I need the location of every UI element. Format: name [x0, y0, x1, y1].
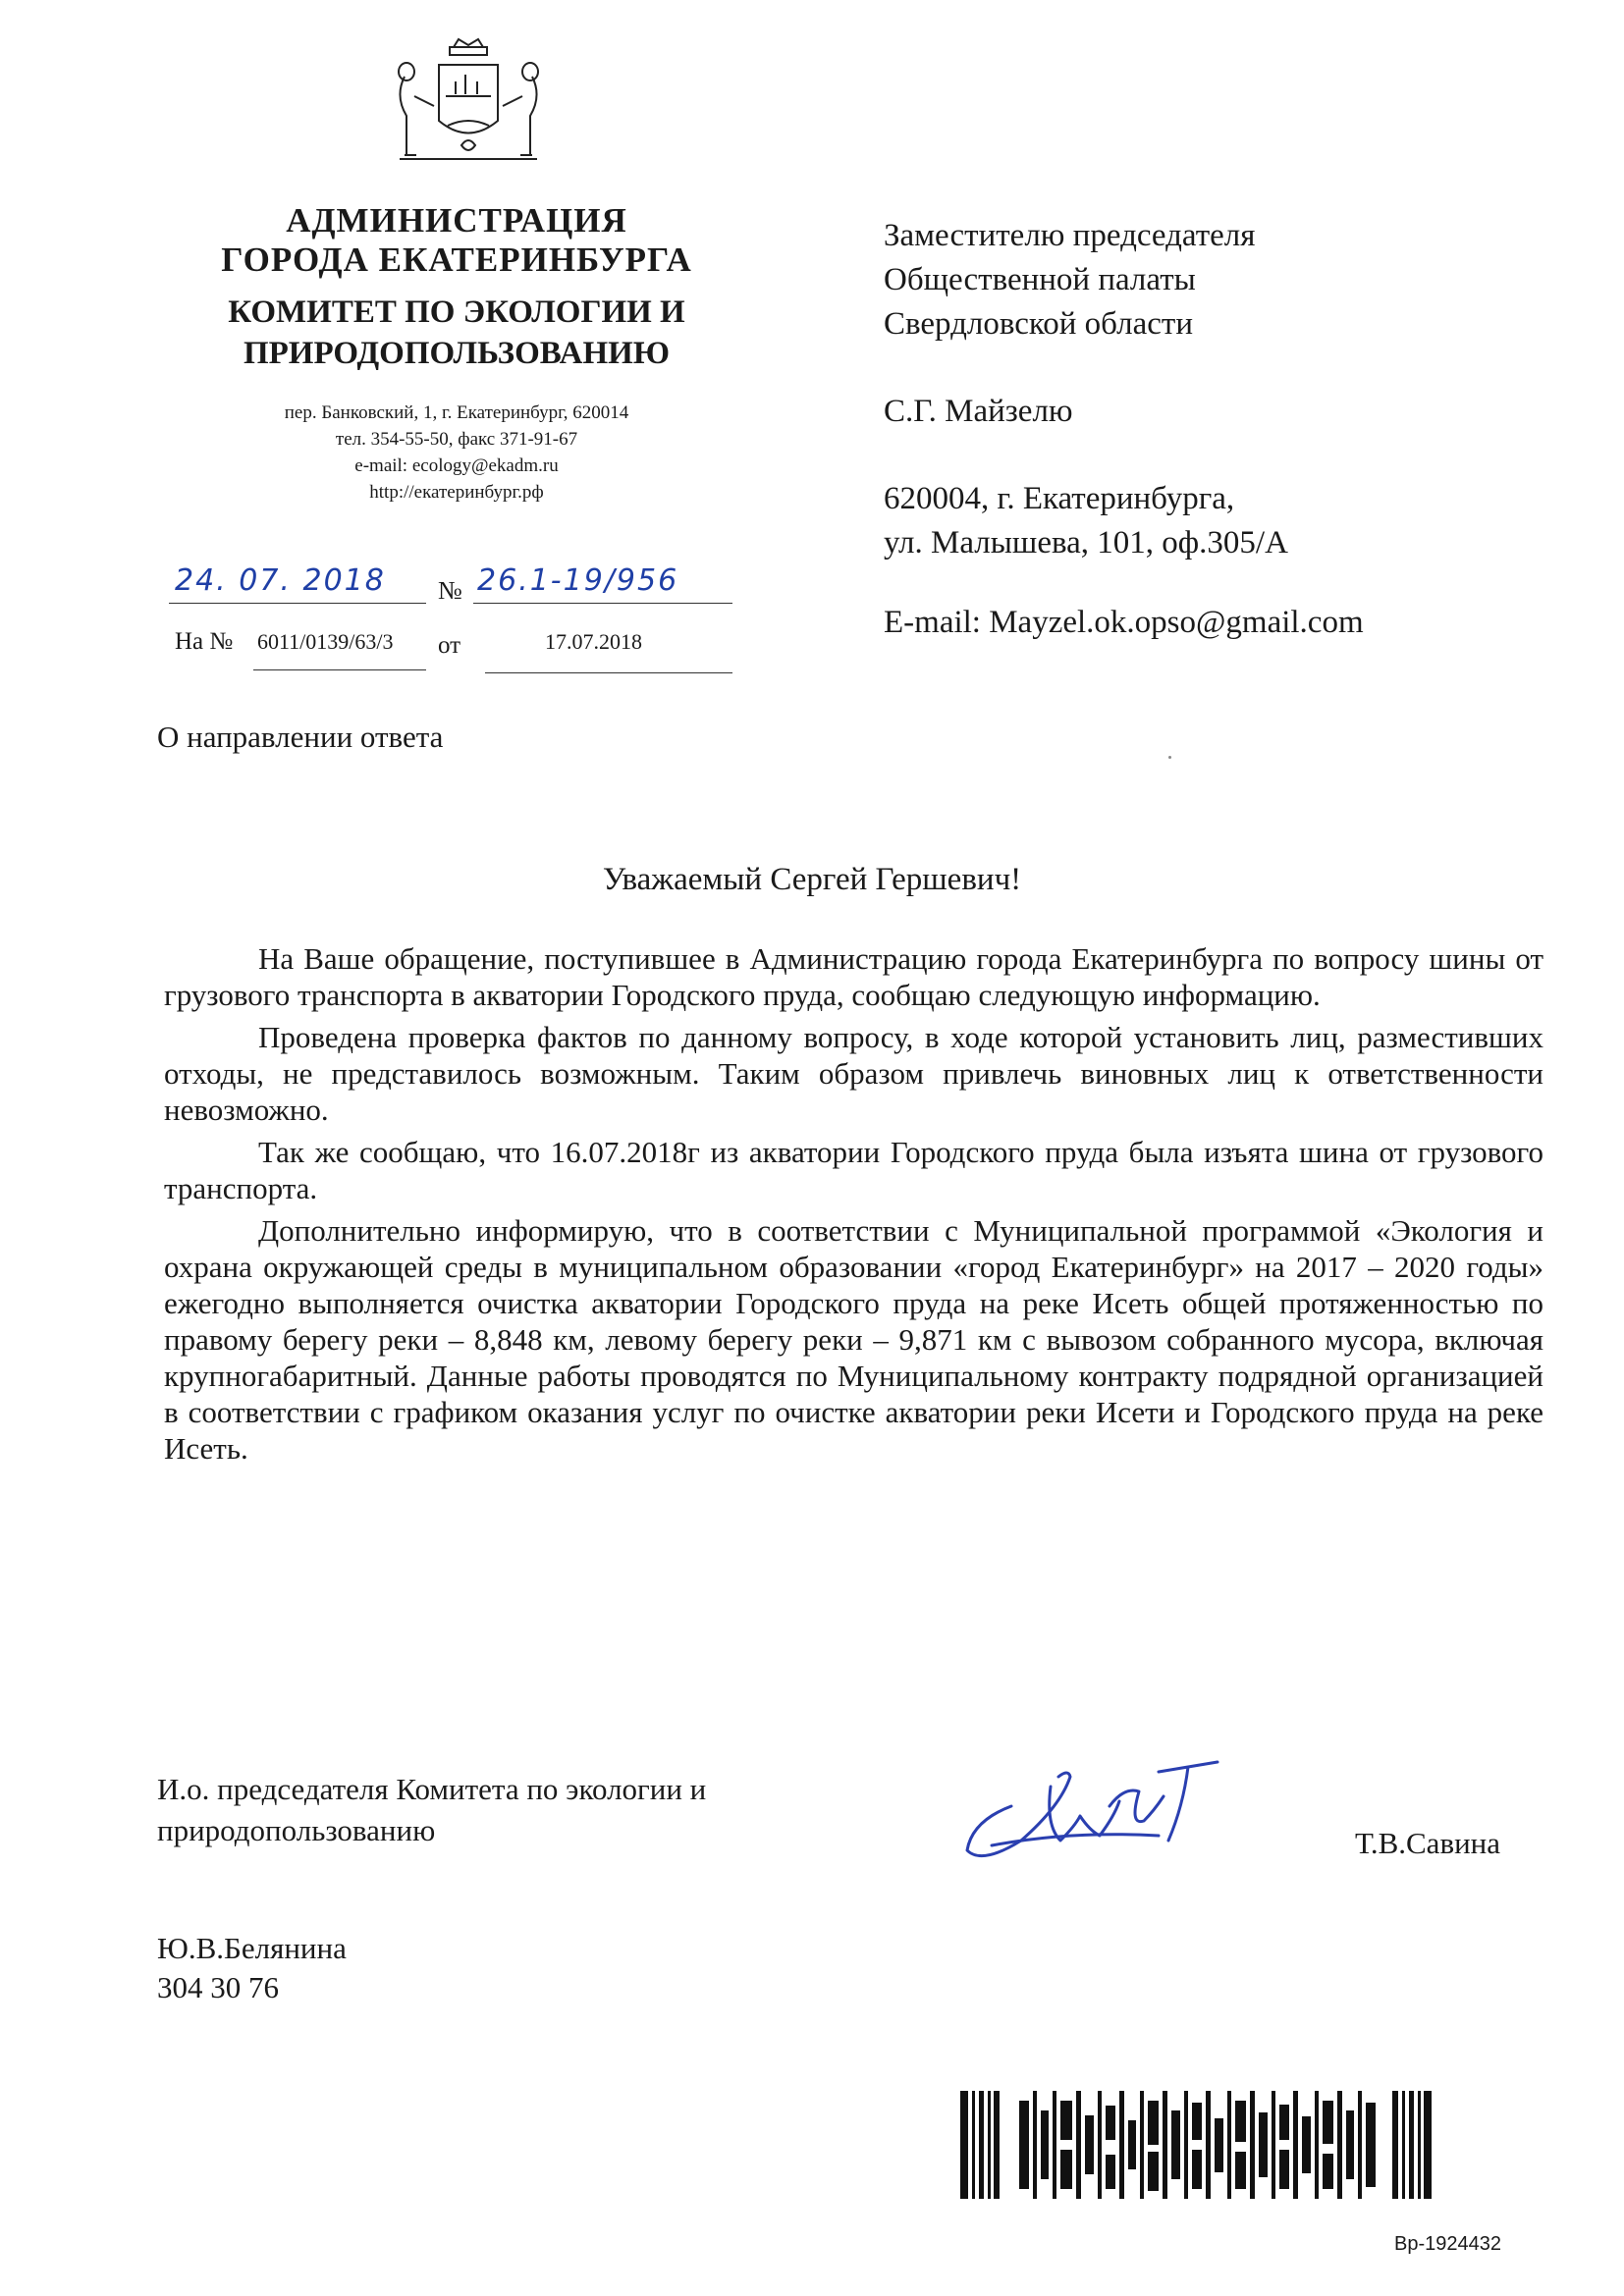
recipient-position-line2: Общественной палаты: [884, 262, 1196, 297]
registration-number: 26.1-19/956: [477, 563, 679, 598]
recipient-name: С.Г. Майзелю: [884, 394, 1073, 429]
registration-number-sign: №: [438, 576, 462, 605]
dept-name-line1: КОМИТЕТ ПО ЭКОЛОГИИ И: [228, 294, 685, 330]
signatory-title-line1: И.о. председателя Комитета по экологии и: [157, 1772, 707, 1806]
recipient-position-line1: Заместителю председателя: [884, 218, 1256, 253]
signatory-name: Т.В.Савина: [1355, 1826, 1501, 1860]
registration-date: 24. 07. 2018: [175, 563, 386, 598]
org-name-line1: АДМИНИСТРАЦИЯ: [286, 201, 627, 240]
scan-speck: [1168, 756, 1171, 759]
sender-block: [157, 201, 756, 506]
barcode-icon: [960, 2091, 1432, 2199]
org-name-line2: ГОРОДА ЕКАТЕРИНБУРГА: [221, 240, 692, 279]
signatory-title: [157, 1769, 903, 1851]
reference-date: 17.07.2018: [545, 629, 642, 654]
sender-address: пер. Банковский, 1, г. Екатеринбург, 620014: [284, 402, 629, 423]
executor-block: [157, 1929, 347, 2007]
recipient-address-line2: ул. Малышева, 101, оф.305/А: [884, 525, 1288, 561]
ref-date-underline: [485, 672, 732, 673]
recipient-address-line1: 620004, г. Екатеринбурга,: [884, 481, 1235, 516]
reference-from-label: от: [438, 632, 461, 659]
sender-website: http://екатеринбург.рф: [369, 482, 544, 503]
letter-body: [164, 940, 1543, 1472]
date-underline: [169, 603, 426, 604]
ref-number-underline: [253, 669, 426, 670]
dept-name-line2: ПРИРОДОПОЛЬЗОВАНИЮ: [243, 336, 671, 371]
recipient-position-line3: Свердловской области: [884, 306, 1193, 342]
handwritten-signature-icon: [952, 1747, 1247, 1875]
executor-name: Ю.В.Белянина: [157, 1931, 347, 1965]
body-paragraph-2: Проведена проверка фактов по данному вопросу, в ходе которой установить лиц, разместивших отходы, не представилось возможным. Таким образом привлечь виновных лиц к ответственности невозможно.: [164, 1020, 1543, 1127]
coat-of-arms-icon: [385, 37, 552, 167]
reference-label: На №: [175, 628, 234, 655]
barcode-label: Вр-1924432: [1394, 2233, 1501, 2255]
sender-email: e-mail: ecology@ekadm.ru: [354, 455, 559, 476]
letter-greeting: Уважаемый Сергей Гершевич!: [602, 862, 1022, 897]
recipient-block: [884, 214, 1571, 645]
recipient-email: E-mail: Mayzel.ok.opso@gmail.com: [884, 605, 1364, 640]
body-paragraph-4: Дополнительно информирую, что в соответствии с Муниципальной программой «Экология и охрана окружающей среды в муниципальном образовании «город Екатеринбург» на 2017 – 2020 годы» ежегодно выполняется очистка акватории Городского пруда на реке Исеть общей протяженностью по правому берегу реки – 8,848 км, левому берегу реки – 9,871 км с вывозом собранного мусора, включая крупногабаритный. Данные работы проводятся по Муниципальному контракту подрядной организацией в соответствии с графиком оказания услуг по очистке акватории реки Исети и Городского пруда на реке Исеть.: [164, 1213, 1543, 1466]
executor-phone: 304 30 76: [157, 1970, 279, 2004]
reference-number: 6011/0139/63/3: [257, 629, 394, 654]
sender-contacts: [157, 400, 756, 506]
sender-phone: тел. 354-55-50, факс 371-91-67: [335, 429, 578, 450]
number-underline: [473, 603, 732, 604]
signatory-title-line2: природопользованию: [157, 1813, 436, 1847]
body-paragraph-1: На Ваше обращение, поступившее в Администрацию города Екатеринбурга по вопросу шины от грузового транспорта в акватории Городского пруда, сообщаю следующую информацию.: [164, 941, 1543, 1012]
letter-subject: О направлении ответа: [157, 720, 444, 754]
body-paragraph-3: Так же сообщаю, что 16.07.2018г из акватории Городского пруда была изъята шина от грузового транспорта.: [164, 1135, 1543, 1205]
